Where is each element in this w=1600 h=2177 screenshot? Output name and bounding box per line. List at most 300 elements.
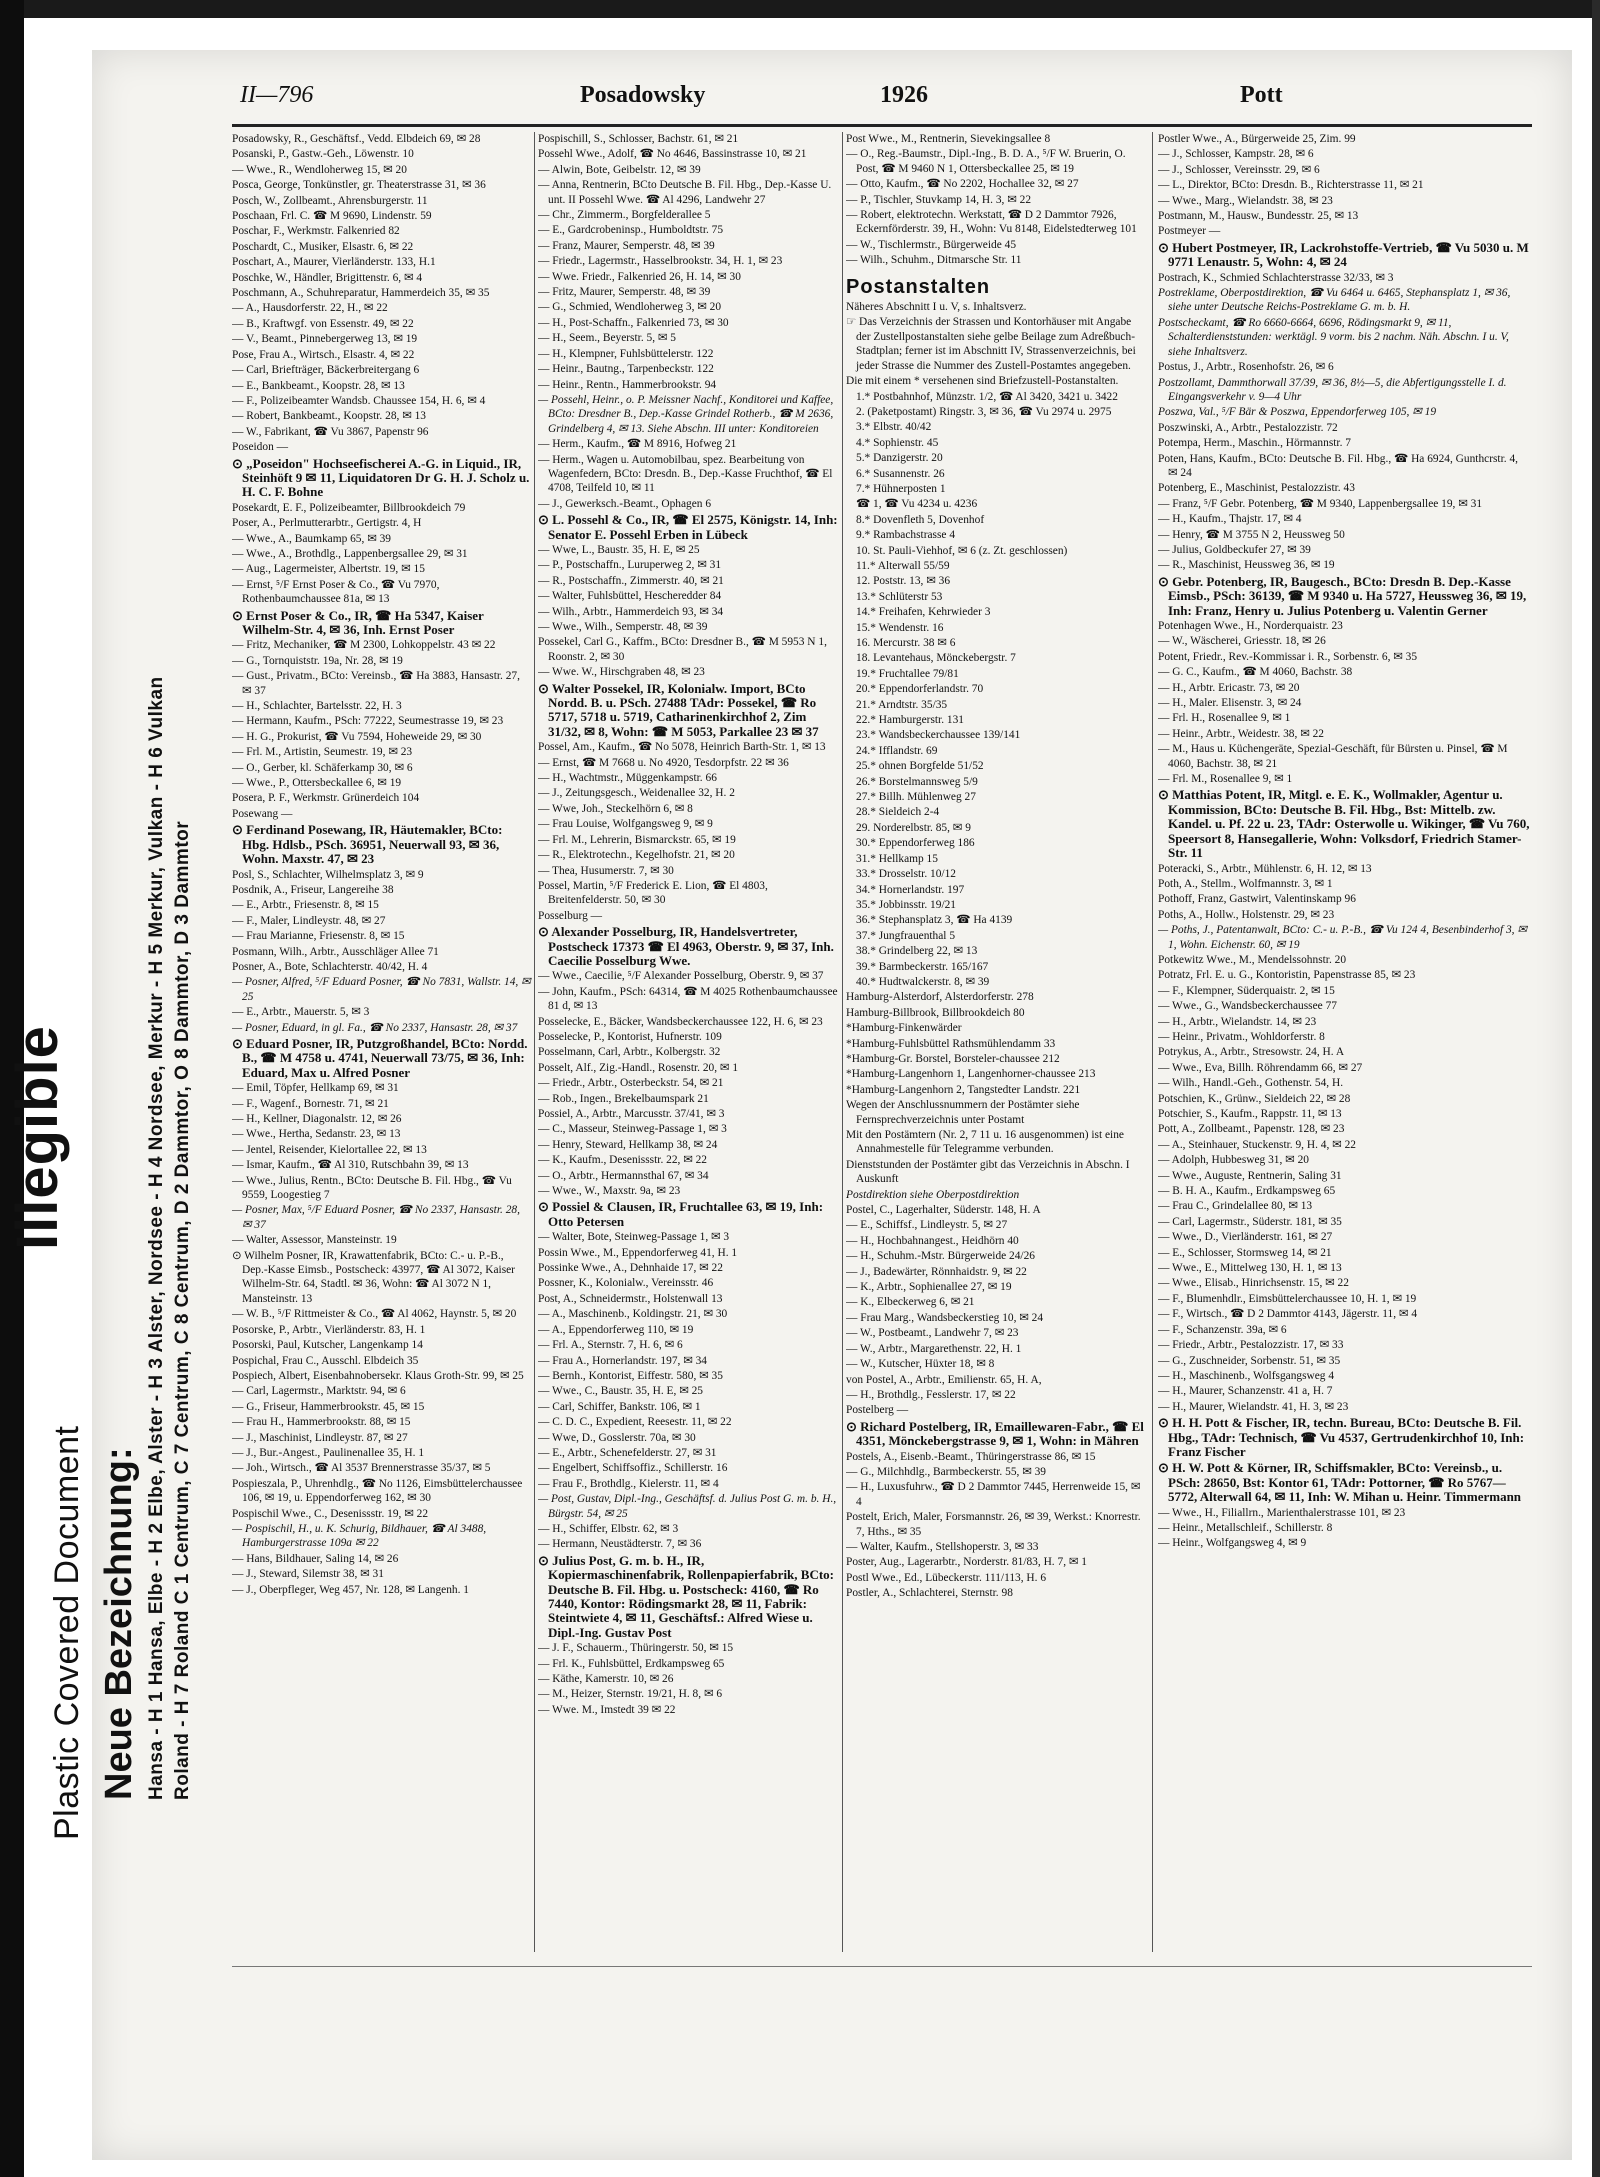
directory-entry: — Frau Louise, Wolfgangsweg 9, ✉ 9	[538, 818, 713, 831]
directory-entry: — Heinr., Metallschleif., Schillerstr. 8	[1158, 1521, 1333, 1534]
directory-entry: — A., Eppendorferweg 110, ✉ 19	[538, 1323, 694, 1336]
directory-entry: — Ernst, ⁵/F Ernst Poser & Co., ☎ Vu 7970, Rothenbaumchaussee 81a, ✉ 13	[232, 578, 440, 606]
directory-entry: 37.* Jungfrauenthal 5	[856, 929, 956, 942]
directory-entry: — R., Elektrotechn., Kegelhofstr. 21, ✉ 20	[538, 849, 735, 862]
directory-entry: 22.* Hamburgerstr. 131	[856, 714, 964, 727]
column-divider	[1152, 132, 1153, 1952]
directory-entry: — Engelbert, Schiffsoffiz., Schillerstr. 16	[538, 1462, 728, 1475]
directory-entry: — H., Hochbahnangest., Heidhörn 40	[846, 1234, 1019, 1247]
directory-entry: — F., Maler, Lindleystr. 48, ✉ 27	[232, 914, 386, 927]
column-divider	[842, 132, 843, 1952]
directory-entry: 1.* Postbahnhof, Münzstr. 1/2, ☎ Al 3420, 3421 u. 3422	[856, 390, 1118, 403]
directory-entry: 36.* Stephansplatz 3, ☎ Ha 4139	[856, 914, 1013, 927]
directory-entry: Poschart, A., Maurer, Vierländerstr. 133, H.1	[232, 256, 436, 269]
directory-entry: Possekel, Carl G., Kaffm., BCto: Dresdner B., ☎ M 5953 N 1, Roonstr. 2, ✉ 30	[538, 636, 827, 663]
directory-entry: — H., Seem., Beyerstr. 5, ✉ 5	[538, 332, 676, 345]
directory-entry: 35.* Jobbinsstr. 19/21	[856, 898, 956, 911]
directory-entry: Potrykus, A., Arbtr., Stresowstr. 24, H. A	[1158, 1046, 1345, 1059]
directory-entry: — Friedr., Arbtr., Osterbeckstr. 54, ✉ 21	[538, 1077, 724, 1090]
scan-top-edge	[0, 0, 1600, 18]
directory-entry: — F., Wirtsch., ☎ D 2 Dammtor 4143, Jägerstr. 11, ✉ 4	[1158, 1308, 1418, 1321]
directory-entry: — Wwe. W., Hirschgraben 48, ✉ 23	[538, 666, 705, 679]
directory-entry: — Frl. M., Rosenallee 9, ✉ 1	[1158, 773, 1293, 786]
directory-entry: — Walter, Assessor, Mansteinstr. 19	[232, 1234, 397, 1247]
directory-entry: — Wwe., E., Mittelweg 130, H. 1, ✉ 13	[1158, 1262, 1342, 1275]
directory-entry: — Wwe., Julius, Rentn., BCto: Deutsche B. Fil. Hbg., ☎ Vu 9559, Loogestieg 7	[232, 1174, 512, 1202]
directory-entry: — Frl. M., Lehrerin, Bismarckstr. 65, ✉ 19	[538, 833, 736, 846]
directory-entry: *Hamburg-Fuhlsbüttel Rathsmühlendamm 33	[846, 1037, 1056, 1050]
directory-entry: Potschien, K., Grünw., Sieldeich 22, ✉ 28	[1158, 1092, 1351, 1105]
header-year: 1926	[880, 82, 928, 108]
column-3	[846, 132, 1146, 1972]
directory-entry: Postler, A., Schlachterei, Sternstr. 98	[846, 1587, 1013, 1600]
directory-entry: Posekardt, E. F., Polizeibeamter, Billbrookdeich 79	[232, 501, 466, 514]
directory-entry: Postrach, K., Schmied Schlachterstrasse 32/33, ✉ 3	[1158, 271, 1394, 284]
directory-entry: 34.* Hornerlandstr. 197	[856, 883, 965, 896]
directory-entry: — Hans, Bildhauer, Saling 14, ✉ 26	[232, 1552, 399, 1565]
directory-entry: — W., Fabrikant, ☎ Vu 3867, Papenstr 96	[232, 425, 429, 438]
directory-entry: ⊙ Wilhelm Posner, IR, Krawattenfabrik, BCto: C.- u. P.-B., Dep.-Kasse Eimsb., Postscheck: 43977, ☎ Al 3072, Kaiser Wilhelm-Str. 64, Stadtl. ✉ 36, Wohn: ☎ Al 3072 N 1, Mansteinstr. 13	[232, 1249, 515, 1305]
directory-entry: — Walter, Fuhlsbüttel, Hescheredder 84	[538, 590, 722, 603]
directory-entry: — Walter, Bote, Steinweg-Passage 1, ✉ 3	[538, 1231, 730, 1244]
directory-entry: ☞ Das Verzeichnis der Strassen und Kontorhäuser mit Angabe der Zustellpostanstalten siehe gelbe Beilage zum Adreßbuch-Stadtplan; ferner ist im Abschnitt IV, Strassenverzeichnis, bei jeder Strasse die Nummer des Zustell-Postamtes angegeben.	[846, 316, 1136, 372]
directory-entry: — J., Gewerksch.-Beamt., Ophagen 6	[538, 497, 712, 510]
directory-entry: — Walter, Kaufm., Stellshoperstr. 3, ✉ 33	[846, 1540, 1039, 1553]
directory-entry: 20.* Eppendorferlandstr. 70	[856, 683, 984, 696]
directory-entry: — Rob., Ingen., Brekelbaumspark 21	[538, 1092, 709, 1105]
directory-entry: Posselmann, Carl, Arbtr., Kolbergstr. 32	[538, 1046, 721, 1059]
directory-entry: — O., Arbtr., Hermannsthal 67, ✉ 34	[538, 1169, 709, 1182]
directory-entry: 23.* Wandsbeckerchaussee 139/141	[856, 729, 1021, 742]
directory-entry: Postel, C., Lagerhalter, Süderstr. 148, H. A	[846, 1204, 1041, 1217]
directory-entry: Dienststunden der Postämter gibt das Verzeichnis in Abschn. I Auskunft	[846, 1158, 1130, 1186]
directory-entry: — Franz, ⁵/F Gebr. Potenberg, ☎ M 9340, Lappenbergsallee 19, ✉ 31	[1158, 497, 1483, 510]
directory-entry: 28.* Sieldeich 2-4	[856, 806, 940, 819]
directory-entry: — Hermann, Neustädterstr. 7, ✉ 36	[538, 1538, 702, 1551]
directory-entry: — Wwe., Wilh., Semperstr. 48, ✉ 39	[538, 621, 708, 633]
directory-entry: Posch, W., Zollbeamt., Ahrensburgerstr. 11	[232, 194, 428, 207]
directory-entry: — Wilh., Schuhm., Ditmarsche Str. 11	[846, 254, 1022, 267]
directory-entry: — Henry, ☎ M 3755 N 2, Heussweg 50	[1158, 528, 1345, 541]
directory-entry: — Anna, Rentnerin, BCto Deutsche B. Fil. Hbg., Dep.-Kasse U. unt. II Possehl Wwe. ☎ Al 4296, Landwehr 27	[538, 179, 832, 206]
page-number: II—796	[240, 82, 314, 108]
directory-entry: — J., Steward, Silemstr 38, ✉ 31	[232, 1568, 384, 1581]
directory-entry: Potenberg, E., Maschinist, Pestalozzistr. 43	[1158, 482, 1355, 495]
directory-entry: Possinke Wwe., A., Dehnhaide 17, ✉ 22	[538, 1262, 723, 1275]
directory-entry: — Frau H., Hammerbrookstr. 88, ✉ 15	[232, 1416, 411, 1429]
directory-entry: — Henry, Steward, Hellkamp 38, ✉ 24	[538, 1138, 718, 1151]
section-heading: Postanstalten	[846, 275, 991, 298]
directory-entry: — A., Hausdorferstr. 22, H., ✉ 22	[232, 302, 388, 315]
directory-entry: — Wwe., Marg., Wielandstr. 38, ✉ 23	[1158, 194, 1333, 207]
directory-entry: Wegen der Anschlussnummern der Postämter siehe Fernsprechverzeichnis unter Postamt	[846, 1099, 1080, 1126]
directory-entry: — Wwe. M., Imstedt 39 ✉ 22	[538, 1703, 676, 1716]
header-first-entry: Posadowsky	[580, 82, 706, 108]
directory-entry: — Pospischil, H., u. K. Schurig, Bildhauer, ☎ Al 3488, Hamburgerstrasse 109a ✉ 22	[232, 1522, 487, 1550]
directory-entry: — Frl. M., Artistin, Seumestr. 19, ✉ 23	[232, 746, 413, 759]
directory-entry: ⊙ H. W. Pott & Körner, IR, Schiffsmakler, BCto: Vereinsb., u. PSch: 28650, Bst: Kontor 61, TAdr: Pottorner, ☎ Ro 5767—5772, Alterwall 64, ✉ 11, Inh: W. Mihan u. Heinr. Timmermann	[1158, 1460, 1522, 1505]
directory-entry: — G., Tornquiststr. 19a, Nr. 28, ✉ 19	[232, 654, 403, 667]
directory-entry: — Frl. A., Sternstr. 7, H. 6, ✉ 6	[538, 1339, 683, 1352]
directory-entry: ⊙ Gebr. Potenberg, IR, Baugesch., BCto: Dresdn B. Dep.-Kasse Eimsb., PSch: 36139, ☎ M 9340 u. Ha 5727, Heussweg 36, ✉ 19, Inh: Franz, Henry u. Julius Potenberg u. Valentin Gerner	[1158, 573, 1527, 618]
directory-entry: — Friedr., Arbtr., Pestalozzistr. 17, ✉ 33	[1158, 1339, 1344, 1352]
directory-entry: Poschke, W., Händler, Brigittenstr. 6, ✉ 4	[232, 271, 423, 284]
directory-entry: — W., Wäscherei, Griesstr. 18, ✉ 26	[1158, 635, 1326, 648]
directory-entry: Poster, Aug., Lagerarbtr., Norderstr. 81/83, H. 7, ✉ 1	[846, 1556, 1087, 1569]
directory-entry: — Heinr., Rentn., Hammerbrookstr. 94	[538, 378, 717, 391]
directory-entry: — H. G., Prokurist, ☎ Vu 7594, Hoheweide 29, ✉ 30	[232, 730, 482, 743]
directory-entry: ☎ 1, ☎ Vu 4234 u. 4236	[856, 498, 978, 511]
directory-entry: — P., Postschaffn., Luruperweg 2, ✉ 31	[538, 559, 722, 572]
directory-entry: 5.* Danzigerstr. 20	[856, 452, 943, 465]
directory-entry: 10. St. Pauli-Viehhof, ✉ 6 (z. Zt. geschlossen)	[856, 544, 1068, 557]
directory-entry: 8.* Dovenfleth 5, Dovenhof	[856, 513, 985, 526]
directory-entry: — H., Wachtmstr., Müggenkampstr. 66	[538, 772, 717, 785]
directory-entry: — H., Schlachter, Bartelsstr. 22, H. 3	[232, 700, 402, 713]
header-rule	[232, 124, 1532, 127]
directory-entry: — E., Arbtr., Schenefelderstr. 27, ✉ 31	[538, 1446, 717, 1459]
directory-entry: — H., Brothdlg., Fesslerstr. 17, ✉ 22	[846, 1388, 1016, 1401]
directory-entry: — H., Schiffer, Elbstr. 62, ✉ 3	[538, 1522, 679, 1535]
directory-entry: Postdirektion siehe Oberpostdirektion	[846, 1188, 1020, 1201]
directory-entry: — Post, Gustav, Dipl.-Ing., Geschäftsf. d. Julius Post G. m. b. H., Bürgstr. 54, ✉ 25	[538, 1493, 837, 1520]
directory-entry: — J., Maschinist, Lindleystr. 87, ✉ 27	[232, 1431, 408, 1444]
directory-entry: — A., Maschinenb., Koldingstr. 21, ✉ 30	[538, 1308, 728, 1321]
directory-entry: 4.* Sophienstr. 45	[856, 436, 939, 449]
directory-entry: — Possehl, Heinr., o. P. Meissner Nachf., Konditorei und Kaffee, BCto: Dresdner B., Dep.-Kasse Grindel Rotherb., ☎ M 2636, Grindelberg 4, ✉ 13. Siehe Abschn. III unter: Konditoreien	[538, 393, 834, 435]
directory-entry: Potkewitz Wwe., M., Mendelssohnstr. 20	[1158, 953, 1347, 966]
directory-entry: 30.* Eppendorferweg 186	[856, 837, 975, 850]
directory-entry: — G. C., Kaufm., ☎ M 4060, Bachstr. 38	[1158, 666, 1353, 679]
directory-entry: — Friedr., Lagermstr., Hasselbrookstr. 34, H. 1, ✉ 23	[538, 255, 783, 268]
directory-entry: — Wwe., Auguste, Rentnerin, Saling 31	[1158, 1169, 1342, 1182]
directory-entry: — Wwe., Elisab., Hinrichsenstr. 15, ✉ 22	[1158, 1277, 1349, 1290]
directory-entry: von Postel, A., Arbtr., Emilienstr. 65, H. A,	[846, 1373, 1042, 1386]
directory-entry: — E., Arbtr., Friesenstr. 8, ✉ 15	[232, 899, 379, 912]
directory-entry: — Wwe., G., Wandsbeckerchaussee 77	[1158, 1000, 1337, 1013]
directory-entry: — Frau A., Hornerlandstr. 197, ✉ 34	[538, 1354, 707, 1367]
directory-entry: Posselecke, P., Kontorist, Hufnerstr. 109	[538, 1030, 722, 1043]
directory-entry: Posl, S., Schlachter, Wilhelmsplatz 3, ✉ 9	[232, 868, 424, 881]
directory-entry: — J., Zeitungsgesch., Weidenallee 32, H. 2	[538, 787, 735, 800]
directory-entry: 40.* Hudtwalckerstr. 8, ✉ 39	[856, 975, 990, 988]
directory-entry: — H., Klempner, Fuhlsbüttelerstr. 122	[538, 347, 714, 360]
directory-entry: Posadowsky, R., Geschäftsf., Vedd. Elbdeich 69, ✉ 28	[232, 133, 481, 145]
directory-entry: — O., Reg.-Baumstr., Dipl.-Ing., B. D. A., ⁵/F W. Bruerin, O. Post, ☎ M 9460 N 1, Ottersbeckallee 25, ✉ 19	[846, 148, 1126, 175]
directory-entry: 13.* Schlüterstr 53	[856, 590, 943, 603]
plastic-covered-label: Plastic Covered Document	[48, 1425, 86, 1840]
directory-entry: — C. D. C., Expedient, Reesestr. 11, ✉ 22	[538, 1416, 732, 1429]
directory-entry: — Wwe., Caecilie, ⁵/F Alexander Posselburg, Oberstr. 9, ✉ 37	[538, 970, 824, 983]
directory-entry: — Wwe., D., Vierländerstr. 161, ✉ 27	[1158, 1231, 1333, 1244]
directory-entry: Possin Wwe., M., Eppendorferweg 41, H. 1	[538, 1246, 738, 1259]
directory-entry: Possehl Wwe., Adolf, ☎ No 4646, Bassinstrasse 10, ✉ 21	[538, 148, 807, 161]
directory-entry: Posorske, P., Arbtr., Vierländerstr. 83, H. 1	[232, 1323, 426, 1336]
directory-entry: — Wwe., P., Ottersbeckallee 6, ✉ 19	[232, 777, 402, 790]
directory-entry: Postreklame, Oberpostdirektion, ☎ Vu 6464 u. 6465, Stephansplatz 1, ✉ 36, siehe unter Deutsche Reichs-Postreklame G. m. b. H.	[1158, 287, 1511, 314]
directory-entry: Posanski, P., Gastw.-Geh., Löwenstr. 10	[232, 148, 414, 161]
directory-entry: — O., Gerber, kl. Schäferkamp 30, ✉ 6	[232, 761, 413, 774]
directory-entry: — Wwe, D., Gosslerstr. 70a, ✉ 30	[538, 1431, 696, 1444]
directory-entry: ⊙ Hubert Postmeyer, IR, Lackrohstoffe-Vertrieb, ☎ Vu 5030 u. M 9771 Lenaustr. 5, Wohn: 4, ✉ 24	[1158, 239, 1529, 270]
zone-legend-line-2: Roland - H 7 Roland C 1 Centrum, C 7 Centrum, C 8 Centrum, D 2 Dammtor, O 8 Dammtor, D 3 Dammtor	[172, 820, 193, 1800]
directory-entry: — Frau Marg., Wandsbeckerstieg 10, ✉ 24	[846, 1311, 1044, 1324]
directory-entry: Post Wwe., M., Rentnerin, Sievekingsallee 8	[846, 133, 1051, 145]
directory-entry: — Gust., Privatm., BCto: Vereinsb., ☎ Ha 3883, Hansastr. 27, ✉ 37	[232, 670, 520, 697]
directory-entry: — Käthe, Kamerstr. 10, ✉ 26	[538, 1673, 674, 1686]
directory-entry: — W., Postbeamt., Landwehr 7, ✉ 23	[846, 1327, 1019, 1340]
directory-entry: *Hamburg-Langenhorn 1, Langenhorner-chaussee 213	[846, 1068, 1096, 1081]
directory-entry: 2. (Paketpostamt) Ringstr. 3, ✉ 36, ☎ Vu 2974 u. 2975	[856, 405, 1112, 418]
directory-entry: — H., Luxusfuhrw., ☎ D 2 Dammtor 7445, Herrenweide 15, ✉ 4	[846, 1481, 1141, 1508]
directory-entry: — F., Blumenhdlr., Eimsbüttelerchaussee 10, H. 1, ✉ 19	[1158, 1292, 1417, 1305]
directory-entry: — E., Schlosser, Stormsweg 14, ✉ 21	[1158, 1246, 1332, 1259]
directory-entry: Posdnik, A., Friseur, Langereihe 38	[232, 883, 394, 896]
directory-entry: — R., Maschinist, Heussweg 36, ✉ 19	[1158, 559, 1335, 572]
directory-entry: — Frau C., Grindelallee 80, ✉ 13	[1158, 1200, 1313, 1213]
directory-entry: Posera, P. F., Werkmstr. Grünerdeich 104	[232, 792, 420, 805]
directory-entry: 33.* Drosselstr. 10/12	[856, 868, 956, 881]
directory-entry: — B., Kraftwgf. von Essenstr. 49, ✉ 22	[232, 317, 414, 330]
directory-entry: 39.* Barmbeckerstr. 165/167	[856, 960, 989, 973]
directory-entry: 3.* Elbstr. 40/42	[856, 421, 932, 434]
directory-entry: Poth, A., Stellm., Wolfmannstr. 3, ✉ 1	[1158, 877, 1333, 890]
directory-entry: — E., Arbtr., Mauerstr. 5, ✉ 3	[232, 1006, 370, 1019]
directory-entry: — Posner, Eduard, in gl. Fa., ☎ No 2337, Hansastr. 28, ✉ 37	[232, 1021, 518, 1034]
directory-entry: — Joh., Wirtsch., ☎ Al 3537 Brennerstrasse 35/37, ✉ 5	[232, 1462, 491, 1475]
directory-entry: Posorski, Paul, Kutscher, Langenkamp 14	[232, 1339, 423, 1352]
directory-entry: 16. Mercurstr. 38 ✉ 6	[856, 637, 956, 649]
directory-entry: 25.* ohnen Borgfelde 51/52	[856, 760, 984, 773]
directory-entry: Hamburg-Billbrook, Billbrookdeich 80	[846, 1006, 1025, 1019]
page-header	[240, 82, 1530, 122]
directory-entry: — M., Haus u. Küchengeräte, Spezial-Geschäft, für Bürsten u. Pinsel, ☎ M 4060, Bachstr. 38, ✉ 21	[1158, 743, 1508, 770]
directory-entry: — P., Tischler, Stuvkamp 14, H. 3, ✉ 22	[846, 193, 1032, 206]
directory-entry: Postelt, Erich, Maler, Forsmannstr. 26, ✉ 39, Werkst.: Knorrestr. 7, Hths., ✉ 35	[846, 1511, 1141, 1538]
directory-entry: — Wwe, Joh., Steckelhörn 6, ✉ 8	[538, 802, 693, 815]
directory-entry: 14.* Freihafen, Kehrwieder 3	[856, 606, 991, 619]
directory-entry: Posca, George, Tonkünstler, gr. Theaterstrasse 31, ✉ 36	[232, 179, 486, 192]
directory-entry: 9.* Rambachstrasse 4	[856, 529, 956, 542]
directory-entry: — W., Kutscher, Hüxter 18, ✉ 8	[846, 1358, 995, 1371]
header-last-entry: Pott	[1240, 82, 1283, 108]
directory-entry: Poschar, F., Werkmstr. Falkenried 82	[232, 225, 400, 238]
directory-entry: — W., Arbtr., Margarethenstr. 22, H. 1	[846, 1342, 1022, 1355]
directory-entry: — Wilh., Handl.-Geh., Gothenstr. 54, H.	[1158, 1077, 1344, 1090]
directory-entry: — Frau F., Brothdlg., Kielerstr. 11, ✉ 4	[538, 1477, 719, 1490]
directory-entry: ⊙ Ferdinand Posewang, IR, Häutemakler, BCto: Hbg. Hdlsb., PSch. 36951, Neuerwall 93, ✉ 36, Wohn. Maxstr. 47, ✉ 23	[232, 822, 503, 867]
directory-entry: — Ismar, Kaufm., ☎ Al 310, Rutschbahn 39, ✉ 13	[232, 1159, 469, 1172]
directory-entry: — Wwe., W., Maxstr. 9a, ✉ 23	[538, 1185, 681, 1198]
directory-entry: — Carl, Schiffer, Bankstr. 106, ✉ 1	[538, 1400, 701, 1413]
directory-entry: — Frl. K., Fuhlsbüttel, Erdkampsweg 65	[538, 1657, 725, 1670]
directory-entry: — Thea, Husumerstr. 7, ✉ 30	[538, 864, 674, 877]
directory-entry: — H., Maschinenb., Wolfsgangsweg 4	[1158, 1369, 1335, 1382]
directory-entry: — H., Arbtr., Wielandstr. 14, ✉ 23	[1158, 1015, 1317, 1028]
directory-entry: — J., Schlosser, Kampstr. 28, ✉ 6	[1158, 148, 1314, 161]
directory-entry: Postmeyer —	[1158, 225, 1221, 238]
directory-entry: — J., Schlosser, Vereinsstr. 29, ✉ 6	[1158, 163, 1320, 176]
directory-entry: — C., Masseur, Steinweg-Passage 1, ✉ 3	[538, 1123, 727, 1136]
directory-entry: — Aug., Lagermeister, Albertstr. 19, ✉ 15	[232, 563, 425, 576]
directory-entry: — Wilh., Arbtr., Hammerdeich 93, ✉ 34	[538, 605, 724, 618]
scan-right-edge	[1592, 0, 1600, 2177]
directory-entry: Post, A., Schneidermstr., Holstenwall 13	[538, 1292, 723, 1305]
directory-entry: — G., Schmied, Wendloherweg 3, ✉ 20	[538, 301, 722, 314]
directory-entry: — Posner, Max, ⁵/F Eduard Posner, ☎ No 2337, Hansastr. 28, ✉ 37	[232, 1204, 520, 1231]
directory-entry: — Heinr., Bautng., Tarpenbeckstr. 122	[538, 363, 714, 376]
directory-entry: — F., Klempner, Süderquaistr. 2, ✉ 15	[1158, 984, 1335, 997]
column-2	[538, 132, 838, 1972]
directory-entry: — K., Kaufm., Desenissstr. 22, ✉ 22	[538, 1154, 708, 1167]
directory-entry: Hamburg-Alsterdorf, Alsterdorferstr. 278	[846, 991, 1034, 1004]
directory-entry: 19.* Fruchtallee 79/81	[856, 667, 959, 680]
directory-entry: Potschier, S., Kaufm., Rappstr. 11, ✉ 13	[1158, 1108, 1342, 1120]
directory-entry: — A., Steinhauer, Stuckenstr. 9, H. 4, ✉ 22	[1158, 1138, 1356, 1151]
directory-entry: 12. Poststr. 13, ✉ 36	[856, 575, 951, 588]
directory-entry: — Adolph, Hubbesweg 31, ✉ 20	[1158, 1154, 1309, 1167]
directory-entry: ⊙ Possiel & Clausen, IR, Fruchtallee 63, ✉ 19, Inh: Otto Petersen	[538, 1199, 824, 1229]
directory-entry: — J., Badewärter, Rönnhaidstr. 9, ✉ 22	[846, 1265, 1027, 1278]
column-1	[232, 132, 532, 1972]
directory-entry: — H., Arbtr. Ericastr. 73, ✉ 20	[1158, 681, 1300, 694]
column-divider	[534, 132, 535, 1952]
directory-entry: Postl Wwe., Ed., Lübeckerstr. 111/113, H. 6	[846, 1571, 1047, 1584]
directory-entry: Pospichal, Frau C., Ausschl. Elbdeich 35	[232, 1354, 419, 1367]
directory-entry: Poschmann, A., Schuhreparatur, Hammerdeich 35, ✉ 35	[232, 287, 490, 300]
directory-entry: Possel, Martin, ⁵/F Frederick E. Lion, ☎ El 4803, Breitenfelderstr. 50, ✉ 30	[538, 879, 768, 907]
directory-entry: Postelberg —	[846, 1404, 909, 1417]
directory-entry: Posmann, Wilh., Arbtr., Ausschläger Allee 71	[232, 945, 439, 958]
directory-entry: Näheres Abschnitt I u. V, s. Inhaltsverz.	[846, 301, 1027, 314]
directory-entry: — Posner, Alfred, ⁵/F Eduard Posner, ☎ No 7831, Wallstr. 14, ✉ 25	[232, 976, 531, 1003]
directory-entry: — Robert, elektrotechn. Werkstatt, ☎ D 2 Dammtor 7926, Eckernförderstr. 39, H., Wohn: Vu 8148, Eidelstedterweg 101	[846, 209, 1137, 236]
directory-entry: Pospischil Wwe., C., Desenissstr. 19, ✉ 22	[232, 1507, 429, 1520]
directory-entry: — Wwe, L., Baustr. 35, H. E, ✉ 25	[538, 543, 700, 556]
directory-entry: — Frau Marianne, Friesenstr. 8, ✉ 15	[232, 930, 405, 943]
directory-entry: — J. F., Schauerm., Thüringerstr. 50, ✉ 15	[538, 1642, 734, 1655]
directory-entry: — K., Elbeckerweg 6, ✉ 21	[846, 1296, 975, 1309]
directory-entry: Poser, A., Perlmutterarbtr., Gertigstr. 4, H	[232, 517, 422, 530]
directory-entry: ⊙ Eduard Posner, IR, Putzgroßhandel, BCto: Nordd. B., ☎ M 4758 u. 4741, Neuerwall 73/75, ✉ 36, Inh: Eduard, Max u. Alfred Posner	[232, 1035, 528, 1080]
directory-entry: — V., Beamt., Pinnebergerweg 13, ✉ 19	[232, 333, 418, 346]
directory-entry: Mit den Postämtern (Nr. 2, 7 11 u. 16 ausgenommen) ist eine Annahmestelle für Telegramme verbunden.	[846, 1129, 1124, 1156]
directory-entry: Possner, K., Kolonialw., Vereinsstr. 46	[538, 1277, 714, 1290]
directory-entry: Potent, Friedr., Rev.-Kommissar i. R., Sorbenstr. 6, ✉ 35	[1158, 650, 1418, 663]
directory-entry: — Wwe., A., Baumkamp 65, ✉ 39	[232, 532, 391, 545]
directory-entry: Pothoff, Franz, Gastwirt, Valentinskamp 96	[1158, 893, 1356, 906]
directory-entry: Pospischill, S., Schlosser, Bachstr. 61, ✉ 21	[538, 133, 739, 145]
directory-entry: 27.* Billh. Mühlenweg 27	[856, 791, 976, 804]
directory-entry: — R., Postschaffn., Zimmerstr. 40, ✉ 21	[538, 574, 724, 587]
directory-entry: — Wwe., Hertha, Sedanstr. 23, ✉ 13	[232, 1128, 401, 1141]
directory-entry: Posselburg —	[538, 909, 603, 922]
directory-entry: — Frl. H., Rosenallee 9, ✉ 1	[1158, 712, 1291, 725]
directory-entry: — F., Polizeibeamter Wandsb. Chaussee 154, H. 6, ✉ 4	[232, 394, 486, 407]
directory-entry: Die mit einem * versehenen sind Briefzustell-Postanstalten.	[846, 375, 1119, 388]
directory-entry: 26.* Borstelmannsweg 5/9	[856, 775, 978, 788]
column-4	[1158, 132, 1530, 1972]
directory-entry: 11.* Alterwall 55/59	[856, 559, 950, 572]
directory-entry: — Carl, Briefträger, Bäckerbreitergang 6	[232, 364, 420, 377]
directory-entry: — Alwin, Bote, Geibelstr. 12, ✉ 39	[538, 163, 701, 176]
zone-legend-line-1: Hansa - H 1 Hansa, Elbe - H 2 Elbe, Alster - H 3 Alster, Nordsee - H 4 Nordsee, Merkur - H 5 Merkur, Vulkan - H 6 Vulkan	[146, 676, 167, 1800]
directory-entry: ⊙ Alexander Posselburg, IR, Handelsvertreter, Postscheck 17373 ☎ El 4963, Oberstr. 9, ✉ 37, Inh. Caecilie Posselburg Wwe.	[538, 924, 834, 968]
directory-entry: Pott, A., Zollbeamt., Papenstr. 128, ✉ 23	[1158, 1123, 1345, 1136]
directory-entry: Posselt, Alf., Zig.-Handl., Rosenstr. 20, ✉ 1	[538, 1061, 739, 1074]
directory-entry: — John, Kaufm., PSch: 64314, ☎ M 4025 Rothenbaumchaussee 81 d, ✉ 13	[538, 985, 838, 1013]
directory-entry: — M., Heizer, Sternstr. 19/21, H. 8, ✉ 6	[538, 1688, 723, 1701]
directory-entry: — L., Direktor, BCto: Dresdn. B., Richterstrasse 11, ✉ 21	[1158, 179, 1424, 192]
directory-entry: ⊙ Richard Postelberg, IR, Emaillewaren-Fabr., ☎ El 4351, Mönckebergstrasse 9, ✉ 1, Wohn: in Mähren	[846, 1418, 1144, 1449]
directory-entry: — E., Bankbeamt., Koopstr. 28, ✉ 13	[232, 379, 405, 392]
directory-entry: Pospiech, Albert, Eisenbahnobersekr. Klaus Groth-Str. 99, ✉ 25	[232, 1369, 524, 1382]
directory-entry: — Wwe. Friedr., Falkenried 26, H. 14, ✉ 30	[538, 270, 741, 283]
directory-entry: — Bernh., Kontorist, Eiffestr. 580, ✉ 35	[538, 1369, 723, 1382]
directory-entry: ⊙ Matthias Potent, IR, Mitgl. e. E. K., Wollmakler, Agentur u. Kommission, BCto: Deutsche B. Fil. Hbg., Bst: Mittelb. zw. Kandel. u. Pf. 22 u. 23, TAdr: Osterwolle u. Wikinger, ☎ Vu 760, Speersort 8, Hansegallerie, Wohn: Volksdorf, Friedrich Stamer-Str. 11	[1158, 787, 1530, 861]
directory-entry: — Hermann, Kaufm., PSch: 77222, Seumestrasse 19, ✉ 23	[232, 715, 504, 728]
directory-entry: — J., Bur.-Angest., Paulinenallee 35, H. 1	[232, 1446, 425, 1459]
directory-entry: — Otto, Kaufm., ☎ No 2202, Hochallee 32, ✉ 27	[846, 178, 1079, 191]
directory-entry: ⊙ „Poseidon" Hochseefischerei A.-G. in Liquid., IR, Steinhöft 9 ✉ 11, Liquidatoren Dr G. H. J. Scholz u. H. C. F. Bohne	[232, 455, 530, 500]
directory-entry: Pose, Frau A., Wirtsch., Elsastr. 4, ✉ 22	[232, 348, 415, 361]
directory-entry: Posselecke, E., Bäcker, Wandsbeckerchaussee 122, H. 6, ✉ 23	[538, 1015, 823, 1028]
directory-entry: — F., Wagenf., Bornestr. 71, ✉ 21	[232, 1097, 389, 1110]
directory-entry: ⊙ Julius Post, G. m. b. H., IR, Kopiermaschinenfabrik, Rollenpapierfabrik, BCto: Deutsche B. Fil. Hbg. u. Postscheck: 4160, ☎ Ro 7440, Kontor: Rödingsmarkt 28, ✉ 11, Fabrik: Steintwiete 4, ✉ 11, Geschäftsf.: Alfred Wiese u. Dipl.-Ing. Gustav Post	[538, 1552, 835, 1640]
directory-entry: — Herm., Kaufm., ☎ M 8916, Hofweg 21	[538, 438, 737, 451]
directory-entry: — Julius, Goldbeckufer 27, ✉ 39	[1158, 543, 1311, 556]
directory-entry: 21.* Arndtstr. 35/35	[856, 698, 948, 711]
directory-entry: — H., Schuhm.-Mstr. Bürgerweide 24/26	[846, 1250, 1035, 1263]
directory-entry: — H., Maurer, Wielandstr. 41, H. 3, ✉ 23	[1158, 1400, 1349, 1413]
directory-entry: Poths, A., Hollw., Holstenstr. 29, ✉ 23	[1158, 908, 1335, 921]
directory-entry: Poszwa, Val., ⁵/F Bär & Poszwa, Eppendorferweg 105, ✉ 19	[1158, 406, 1437, 419]
directory-entry: Posner, A., Bote, Schlachterstr. 40/42, H. 4	[232, 960, 428, 973]
directory-entry: — H., Kellner, Diagonalstr. 12, ✉ 26	[232, 1113, 402, 1125]
directory-entry: — Wwe., A., Brothdlg., Lappenbergsallee 29, ✉ 31	[232, 547, 468, 560]
directory-entry: *Hamburg-Gr. Borstel, Borsteler-chaussee 212	[846, 1052, 1060, 1065]
directory-entry: — Emil, Töpfer, Hellkamp 69, ✉ 31	[232, 1082, 399, 1095]
directory-entry: — K., Arbtr., Sophienallee 27, ✉ 19	[846, 1281, 1012, 1294]
directory-entry: 24.* Ifflandstr. 69	[856, 744, 938, 757]
directory-entry: — Heinr., Arbtr., Weidestr. 38, ✉ 22	[1158, 727, 1324, 740]
directory-entry: — Wwe., R., Wendloherweg 15, ✉ 20	[232, 163, 407, 176]
directory-entry: — W. B., ⁵/F Rittmeister & Co., ☎ Al 4062, Haynstr. 5, ✉ 20	[232, 1308, 517, 1321]
directory-entry: — E., Gardcrobeninsp., Humboldtstr. 75	[538, 224, 724, 237]
directory-entry: 6.* Susannenstr. 26	[856, 467, 945, 480]
directory-entry: 29. Norderelbstr. 85, ✉ 9	[856, 821, 971, 834]
directory-entry: — F., Schanzenstr. 39a, ✉ 6	[1158, 1323, 1287, 1336]
directory-entry: Poszwinski, A., Arbtr., Pestalozzistr. 72	[1158, 421, 1338, 434]
directory-entry: Postzollamt, Dammthorwall 37/39, ✉ 36, 8½—5, die Abfertigungsstelle I. d. Eingangsverkehr v. 9—4 Uhr	[1158, 376, 1507, 403]
directory-entry: Poten, Hans, Kaufm., BCto: Deutsche B. Fil. Hbg., ☎ Ha 6924, Gunthcrstr. 4, ✉ 24	[1158, 452, 1518, 479]
directory-entry: Pospieszala, P., Uhrenhdlg., ☎ No 1126, Eimsbüttelerchaussee 106, ✉ 19, u. Eppendorferweg 162, ✉ 30	[232, 1477, 523, 1505]
directory-entry: — Herm., Wagen u. Automobilbau, spez. Bearbeitung von Wagenfedern, BCto: Dresdn. B., Dep.-Kasse Fruchthof, ☎ El 4708, Teilfeld 10, ✉ 11	[538, 453, 833, 495]
directory-entry: — J., Oberpfleger, Weg 457, Nr. 128, ✉ Langenh. 1	[232, 1583, 469, 1596]
neue-bezeichnung-label: Neue Bezeichnung:	[98, 1447, 140, 1800]
directory-entry: Poschaan, Frl. C. ☎ M 9690, Lindenstr. 59	[232, 210, 432, 223]
directory-entry: — Wwe., C., Baustr. 35, H. E, ✉ 25	[538, 1385, 703, 1398]
directory-entry: 15.* Wendenstr. 16	[856, 621, 944, 634]
directory-entry: — E., Schiffsf., Lindleystr. 5, ✉ 27	[846, 1219, 1008, 1232]
directory-entry: Possel, Am., Kaufm., ☎ No 5078, Heinrich Barth-Str. 1, ✉ 13	[538, 741, 826, 754]
directory-entry: — H., Kaufm., Thajstr. 17, ✉ 4	[1158, 513, 1302, 526]
directory-entry: *Hamburg-Langenhorn 2, Tangstedter Landstr. 221	[846, 1083, 1081, 1096]
directory-entry: — Carl, Lagermstr., Süderstr. 181, ✉ 35	[1158, 1215, 1342, 1228]
directory-entry: Postscheckamt, ☎ Ro 6660-6664, 6696, Rödingsmarkt 9, ✉ 11, Schalterdienststunden: werktägl. 9 vorm. bis 2 nachm. Näh. Abschn. I u. V, siehe Inhaltsverz.	[1158, 316, 1509, 358]
directory-entry: — G., Friseur, Hammerbrookstr. 45, ✉ 15	[232, 1400, 425, 1413]
directory-entry: Posewang —	[232, 807, 293, 820]
